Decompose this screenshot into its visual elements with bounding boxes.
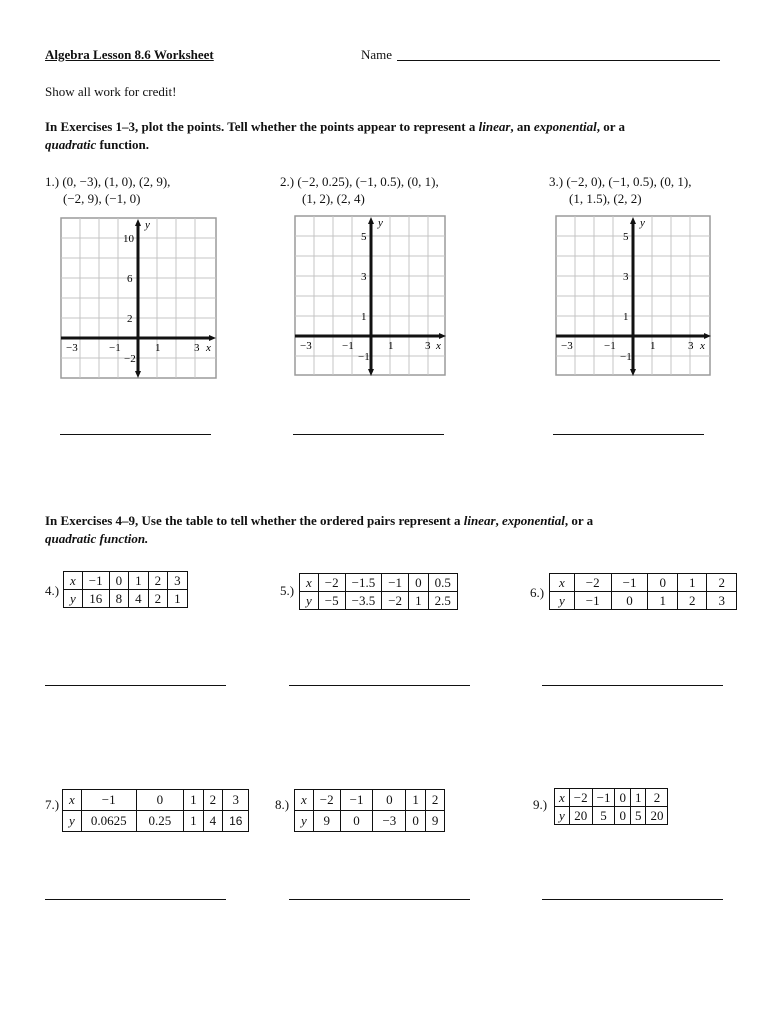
y-tick-label: 6 [127,273,133,285]
answer-line-4[interactable] [45,685,226,686]
table-row: x −1 0 1 2 3 [63,790,249,811]
section1-heading: In Exercises 1–3, plot the points. Tell whether the points appear to represent a linear, an exponential, or a quadratic function. [45,119,626,152]
x-tick-label: 1 [388,340,394,352]
table-9-label: 9.) [533,797,548,812]
x-tick-label: −1 [109,342,121,354]
x-tick-label: 3 [425,340,431,352]
table-4 [63,571,188,608]
exercise-3-prompt: 3.) (−2, 0), (−1, 0.5), (0, 1), (1, 1.5), (2, 2) [549,174,692,206]
table-6-label: 6.) [530,585,545,600]
table-row: y 16 8 4 2 1 [64,590,188,608]
answer-line-1[interactable] [60,434,211,435]
x-axis-var: x [206,342,211,354]
y-axis-var: y [145,219,150,231]
table-8 [294,789,445,832]
table-row: x −2 −1 0 1 2 [555,789,668,807]
instruction-text: Show all work for credit! [45,84,177,99]
x-tick-label: −1 [342,340,354,352]
table-6 [549,573,737,610]
table-9 [554,788,668,825]
name-field-line[interactable] [397,60,720,61]
name-label: Name [361,47,393,62]
table-row: y −5 −3.5 −2 1 2.5 [300,592,458,610]
answer-line-6[interactable] [542,685,723,686]
answer-line-9[interactable] [542,899,723,900]
y-tick-label: 3 [361,271,367,283]
answer-line-5[interactable] [289,685,470,686]
answer-line-8[interactable] [289,899,470,900]
answer-line-2[interactable] [293,434,444,435]
answer-line-3[interactable] [553,434,704,435]
y-tick-label: 1 [361,311,367,323]
table-row: y 20 5 0 5 20 [555,807,668,825]
y-tick-label: −1 [620,351,632,363]
table-5-label: 5.) [280,583,295,598]
table-8-label: 8.) [275,797,290,812]
worksheet-title: Algebra Lesson 8.6 Worksheet [45,47,214,62]
table-row: x −1 0 1 2 3 [64,572,188,590]
x-tick-label: 3 [688,340,694,352]
x-tick-label: 1 [650,340,656,352]
x-tick-label: −3 [66,342,78,354]
x-tick-label: −3 [300,340,312,352]
table-7 [62,789,249,832]
table-row: y 0.0625 0.25 1 4 16 [63,811,249,832]
x-tick-label: 1 [155,342,161,354]
y-tick-label: 5 [361,231,367,243]
y-axis-var: y [378,217,383,229]
table-row: x −2 −1 0 1 2 [295,790,445,811]
y-axis-var: y [640,217,645,229]
exercise-2-prompt: 2.) (−2, 0.25), (−1, 0.5), (0, 1), (1, 2), (2, 4) [280,174,439,206]
section2-heading: In Exercises 4–9, Use the table to tell whether the ordered pairs represent a linear, exponential, or a quadratic function. [45,513,594,546]
graph-1[interactable] [60,217,218,384]
y-tick-label: −2 [124,353,136,365]
y-tick-label: 5 [623,231,629,243]
table-row: y −1 0 1 2 3 [550,592,737,610]
table-row: y 9 0 −3 0 9 [295,811,445,832]
table-row: x −2 −1.5 −1 0 0.5 [300,574,458,592]
x-axis-var: x [436,340,441,352]
table-7-label: 7.) [45,797,60,812]
exercise-1-prompt: 1.) (0, −3), (1, 0), (2, 9), (−2, 9), (−1, 0) [45,174,171,206]
x-tick-label: −1 [604,340,616,352]
graph-3[interactable] [555,215,712,381]
answer-line-7[interactable] [45,899,226,900]
x-tick-label: −3 [561,340,573,352]
x-tick-label: 3 [194,342,200,354]
table-5 [299,573,458,610]
table-row: x −2 −1 0 1 2 [550,574,737,592]
x-axis-var: x [700,340,705,352]
table-4-label: 4.) [45,583,60,598]
y-tick-label: −1 [358,351,370,363]
y-tick-label: 1 [623,311,629,323]
y-tick-label: 2 [127,313,133,325]
y-tick-label: 10 [123,233,134,245]
graph-2[interactable] [294,215,447,381]
y-tick-label: 3 [623,271,629,283]
